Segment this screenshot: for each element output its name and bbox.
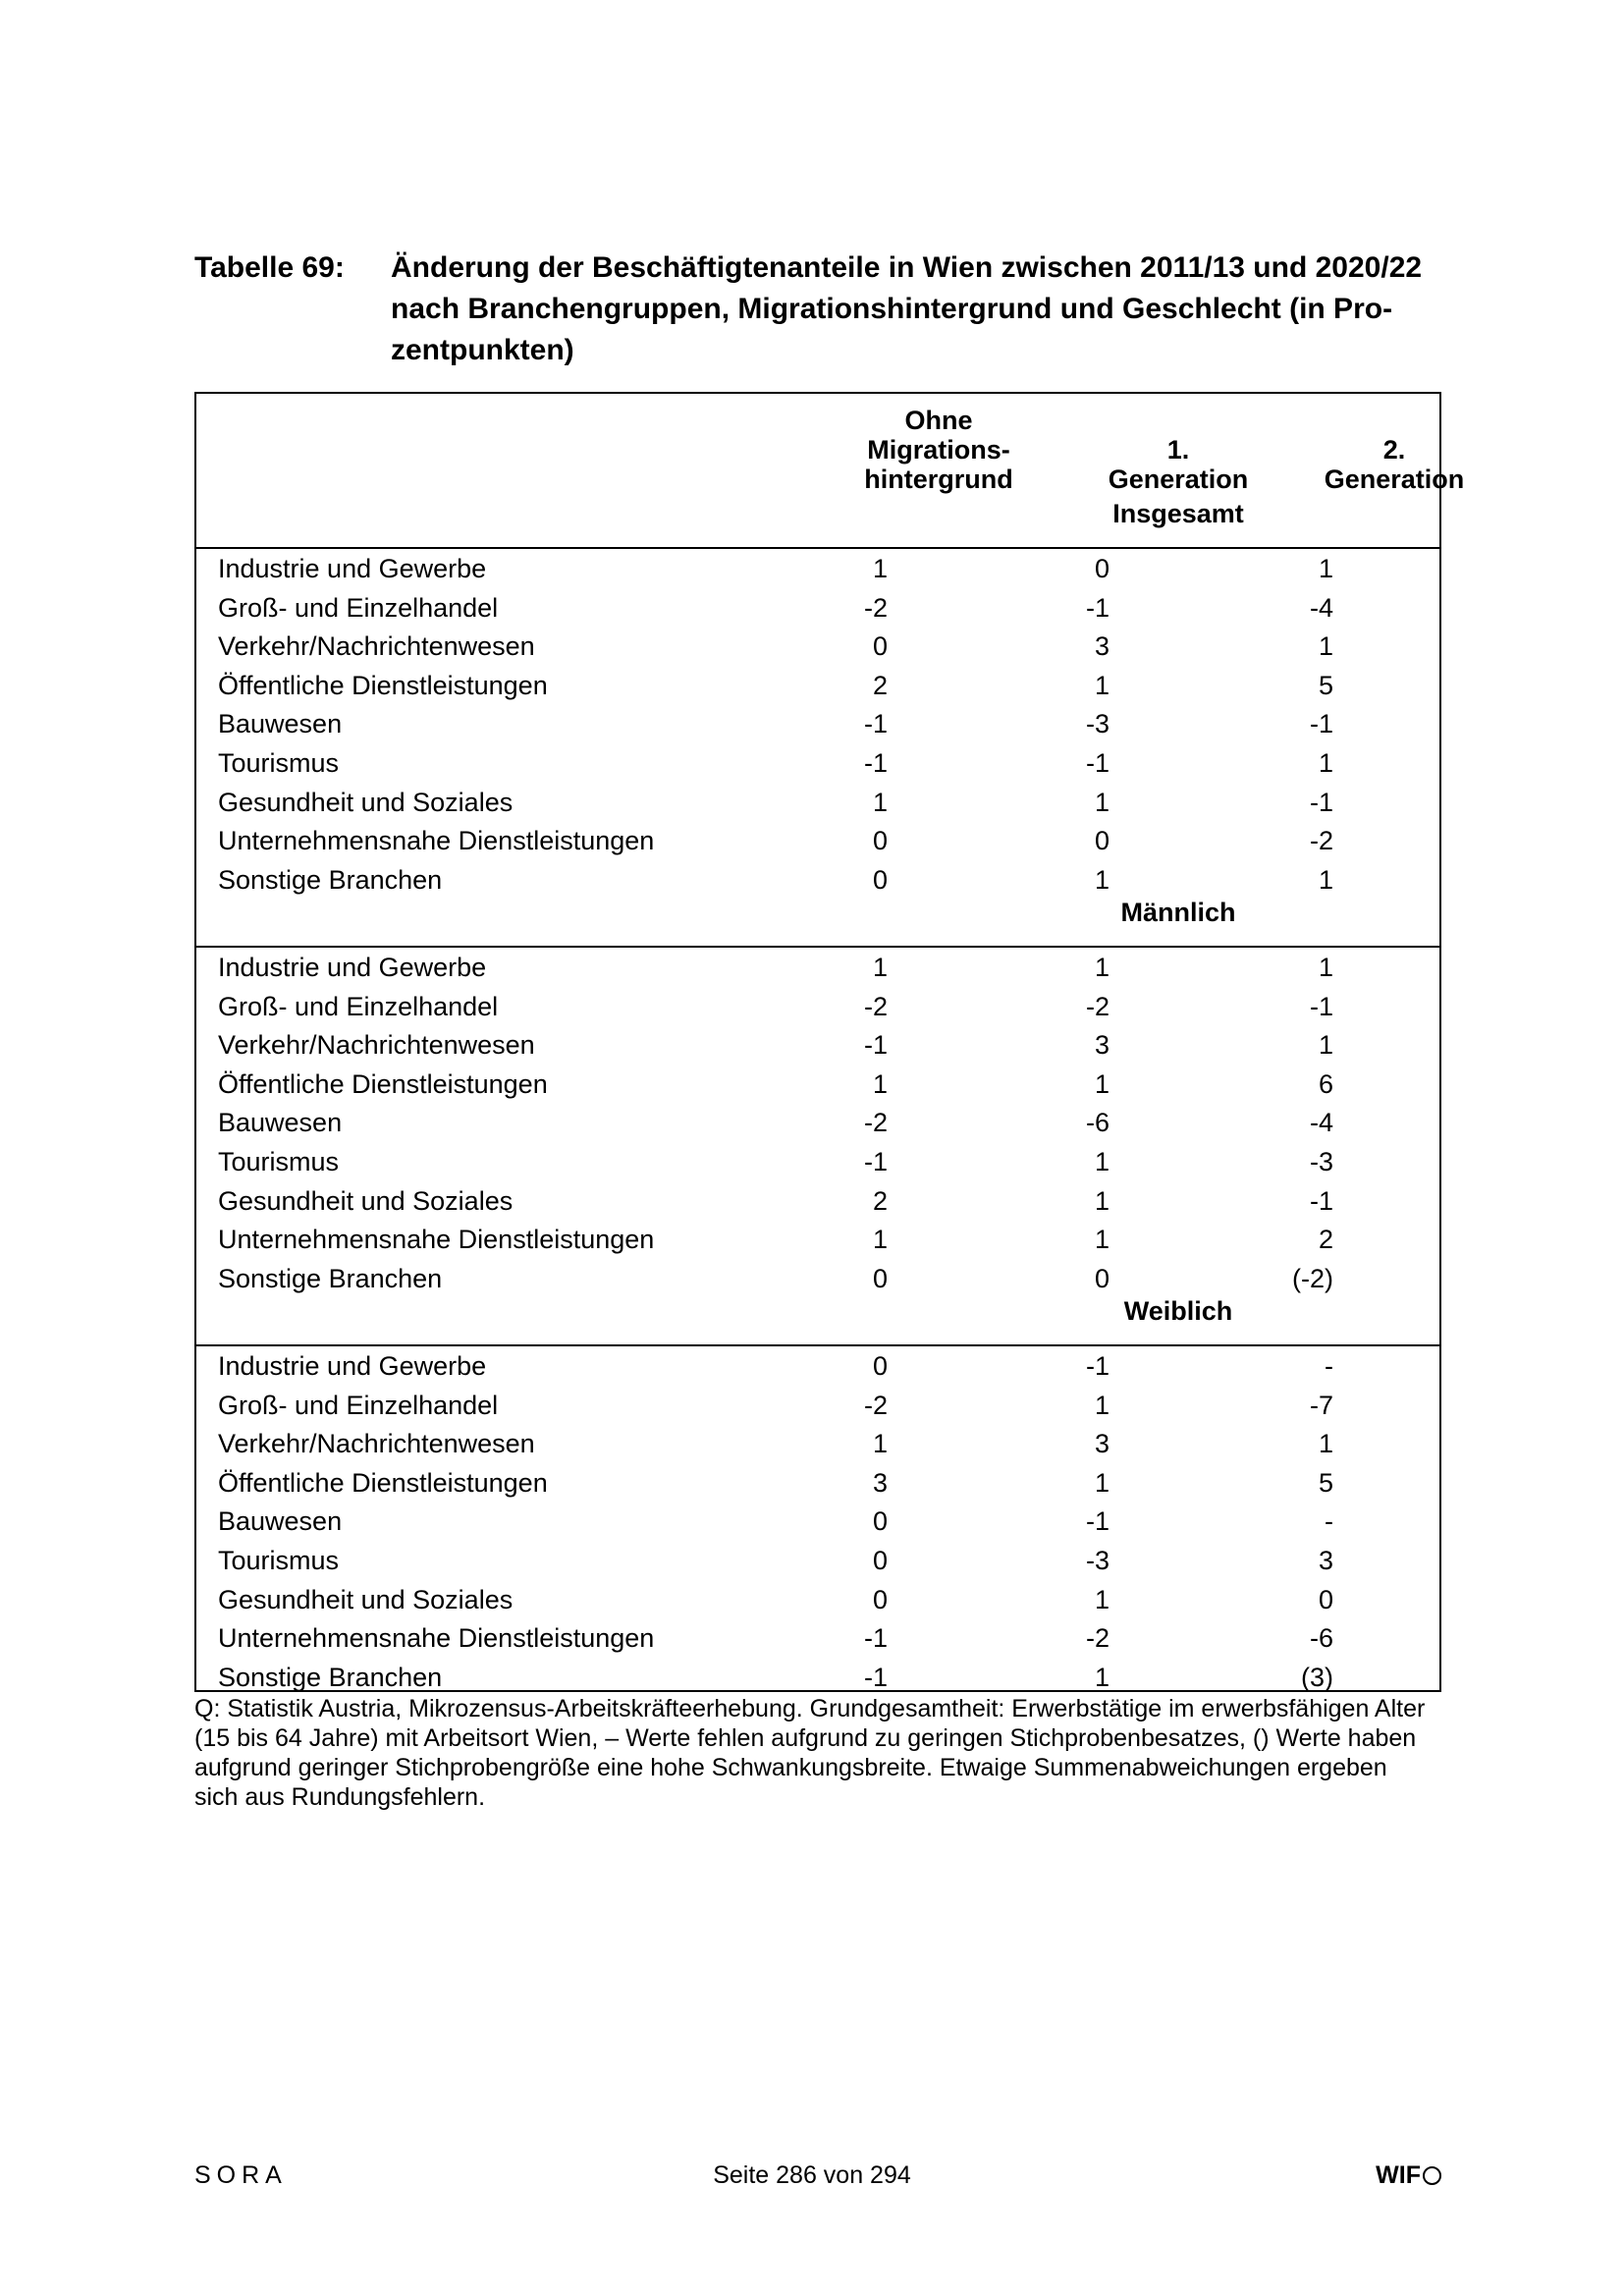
cell-1-generation: 1: [1094, 1225, 1110, 1255]
cell-2-generation: -2: [1309, 826, 1333, 856]
caption-line: zentpunkten): [391, 334, 574, 366]
section-header: [196, 1296, 1439, 1326]
row-label: Öffentliche Dienstleistungen: [218, 1068, 548, 1099]
cell-ohne-migrationshintergrund: 0: [872, 826, 888, 856]
row-label: Bauwesen: [218, 1506, 343, 1537]
cell-ohne-migrationshintergrund: -1: [863, 1030, 888, 1061]
cell-1-generation: 1: [1094, 1390, 1110, 1420]
cell-1-generation: 0: [1094, 826, 1110, 856]
row-label: Sonstige Branchen: [218, 1263, 443, 1293]
cell-1-generation: 1: [1094, 1662, 1110, 1692]
row-label: Tourismus: [218, 1546, 340, 1575]
cell-1-generation: 0: [1094, 1263, 1110, 1293]
cell-2-generation: 1: [1318, 864, 1333, 895]
section-header: [196, 898, 1439, 927]
cell-ohne-migrationshintergrund: 0: [872, 1263, 888, 1293]
cell-ohne-migrationshintergrund: -1: [863, 709, 888, 739]
cell-2-generation: -1: [1309, 787, 1333, 817]
cell-2-generation: 1: [1318, 953, 1333, 982]
cell-ohne-migrationshintergrund: 0: [872, 1506, 888, 1537]
cell-ohne-migrationshintergrund: -2: [863, 1108, 888, 1138]
cell-2-generation: -4: [1309, 1108, 1333, 1138]
cell-2-generation: 3: [1318, 1546, 1333, 1575]
row-label: Industrie und Gewerbe: [218, 554, 487, 583]
table-row: [196, 1181, 1439, 1221]
row-label: Öffentliche Dienstleistungen: [218, 1467, 548, 1498]
row-label: Sonstige Branchen: [218, 1662, 443, 1692]
cell-ohne-migrationshintergrund: 3: [872, 1467, 888, 1498]
table-row: [196, 1142, 1439, 1181]
cell-1-generation: 1: [1094, 1068, 1110, 1099]
cell-1-generation: 1: [1094, 1185, 1110, 1216]
table-row: [196, 1346, 1439, 1386]
note-line: Q: Statistik Austria, Mikrozensus-Arbeitskräfteerhebung. Grundgesamtheit: Erwerbstätige im erwerbsfähigen Alter: [194, 1695, 1426, 1722]
cell-1-generation: 3: [1094, 1429, 1110, 1459]
cell-ohne-migrationshintergrund: 0: [872, 1351, 888, 1381]
cell-ohne-migrationshintergrund: 2: [872, 1185, 888, 1216]
header-line: Ohne: [904, 406, 973, 435]
table-row: [196, 549, 1439, 588]
table-row: [196, 1065, 1439, 1104]
cell-2-generation: 1: [1318, 748, 1333, 778]
cell-1-generation: -1: [1085, 592, 1110, 623]
row-label: Groß- und Einzelhandel: [218, 592, 499, 623]
cell-ohne-migrationshintergrund: 0: [872, 1584, 888, 1614]
cell-ohne-migrationshintergrund: 1: [872, 953, 888, 982]
cell-1-generation: 1: [1094, 1467, 1110, 1498]
cell-2-generation: -1: [1309, 709, 1333, 739]
caption-label: Tabelle 69:: [194, 251, 345, 284]
cell-ohne-migrationshintergrund: -1: [863, 1147, 888, 1176]
cell-2-generation: 2: [1318, 1225, 1333, 1255]
table-row: [196, 588, 1439, 628]
cell-ohne-migrationshintergrund: -1: [863, 748, 888, 778]
cell-ohne-migrationshintergrund: -1: [863, 1623, 888, 1654]
column-header-gen2: [1257, 435, 1532, 494]
cell-1-generation: 1: [1094, 953, 1110, 982]
footer-sora-logo: SORA: [194, 2161, 288, 2189]
cell-ohne-migrationshintergrund: 1: [872, 1429, 888, 1459]
row-label: Tourismus: [218, 748, 340, 778]
cell-2-generation: -: [1325, 1351, 1333, 1381]
source-note: [194, 1694, 1446, 1812]
cell-2-generation: 0: [1318, 1584, 1333, 1614]
cell-1-generation: 1: [1094, 1584, 1110, 1614]
cell-ohne-migrationshintergrund: 1: [872, 787, 888, 817]
cell-2-generation: -3: [1309, 1147, 1333, 1176]
table-row: [196, 1259, 1439, 1298]
table-row: [196, 1386, 1439, 1425]
table-row: [196, 1618, 1439, 1658]
row-label: Unternehmensnahe Dienstleistungen: [218, 826, 655, 856]
cell-ohne-migrationshintergrund: -1: [863, 1662, 888, 1692]
cell-2-generation: (3): [1301, 1662, 1333, 1692]
cell-ohne-migrationshintergrund: -2: [863, 991, 888, 1021]
table-row: [196, 1220, 1439, 1259]
row-label: Sonstige Branchen: [218, 864, 443, 895]
caption-line: nach Branchengruppen, Migrationshintergrund und Geschlecht (in Pro-: [391, 293, 1393, 325]
cell-1-generation: -2: [1085, 991, 1110, 1021]
table-row: [196, 948, 1439, 987]
table-row: [196, 1502, 1439, 1541]
cell-ohne-migrationshintergrund: 0: [872, 1546, 888, 1575]
cell-2-generation: 5: [1318, 670, 1333, 700]
row-label: Verkehr/Nachrichtenwesen: [218, 631, 535, 662]
cell-1-generation: -1: [1085, 1506, 1110, 1537]
cell-ohne-migrationshintergrund: 2: [872, 670, 888, 700]
table-row: [196, 743, 1439, 783]
cell-2-generation: -1: [1309, 1185, 1333, 1216]
cell-2-generation: 6: [1318, 1068, 1333, 1099]
table-row: [196, 860, 1439, 900]
row-label: Groß- und Einzelhandel: [218, 1390, 499, 1420]
table-row: [196, 1658, 1439, 1697]
row-label: Verkehr/Nachrichtenwesen: [218, 1030, 535, 1061]
row-label: Industrie und Gewerbe: [218, 953, 487, 982]
table-row: [196, 1424, 1439, 1463]
header-line: Migrations-: [867, 435, 1010, 465]
table-row: [196, 1463, 1439, 1503]
note-line: sich aus Rundungsfehlern.: [194, 1783, 486, 1811]
cell-ohne-migrationshintergrund: 1: [872, 554, 888, 583]
row-label: Öffentliche Dienstleistungen: [218, 670, 548, 700]
cell-1-generation: -6: [1085, 1108, 1110, 1138]
table-row: [196, 704, 1439, 743]
row-label: Bauwesen: [218, 1108, 343, 1138]
table-row: [196, 1541, 1439, 1580]
cell-2-generation: -6: [1309, 1623, 1333, 1654]
cell-2-generation: 5: [1318, 1467, 1333, 1498]
cell-1-generation: 1: [1094, 787, 1110, 817]
header-line: 2.: [1382, 435, 1406, 465]
cell-ohne-migrationshintergrund: 1: [872, 1225, 888, 1255]
cell-2-generation: 1: [1318, 554, 1333, 583]
cell-ohne-migrationshintergrund: -2: [863, 592, 888, 623]
caption-line: Änderung der Beschäftigtenanteile in Wien zwischen 2011/13 und 2020/22: [391, 251, 1423, 284]
cell-1-generation: -2: [1085, 1623, 1110, 1654]
cell-2-generation: -: [1325, 1506, 1333, 1537]
row-label: Bauwesen: [218, 709, 343, 739]
table-row: [196, 1103, 1439, 1142]
row-label: Tourismus: [218, 1147, 340, 1176]
cell-1-generation: 1: [1094, 864, 1110, 895]
cell-1-generation: -3: [1085, 1546, 1110, 1575]
cell-ohne-migrationshintergrund: 1: [872, 1068, 888, 1099]
cell-ohne-migrationshintergrund: -2: [863, 1390, 888, 1420]
table-row: [196, 987, 1439, 1026]
footer-page-number: Seite 286 von 294: [713, 2161, 911, 2189]
table-row: [196, 1580, 1439, 1619]
caption-text: [391, 247, 1432, 371]
row-label: Gesundheit und Soziales: [218, 1584, 514, 1614]
note-line: aufgrund geringer Stichprobengröße eine hohe Schwankungsbreite. Etwaige Summenabweichungen ergeben: [194, 1754, 1387, 1781]
row-label: Gesundheit und Soziales: [218, 1185, 514, 1216]
section-header: [196, 499, 1439, 528]
table-row: [196, 666, 1439, 705]
section-title: Weiblich: [1123, 1296, 1233, 1326]
header-line: hintergrund: [864, 465, 1013, 494]
cell-2-generation: 1: [1318, 1429, 1333, 1459]
row-label: Industrie und Gewerbe: [218, 1351, 487, 1381]
data-table: [194, 392, 1465, 1692]
cell-ohne-migrationshintergrund: 0: [872, 864, 888, 895]
cell-2-generation: 1: [1318, 1030, 1333, 1061]
cell-1-generation: -1: [1085, 1351, 1110, 1381]
table-row: [196, 821, 1439, 860]
row-label: Unternehmensnahe Dienstleistungen: [218, 1623, 655, 1654]
row-label: Verkehr/Nachrichtenwesen: [218, 1429, 535, 1459]
cell-2-generation: (-2): [1292, 1263, 1333, 1293]
cell-2-generation: -4: [1309, 592, 1333, 623]
row-label: Unternehmensnahe Dienstleistungen: [218, 1225, 655, 1255]
cell-1-generation: 3: [1094, 631, 1110, 662]
header-line: Generation: [1108, 465, 1249, 494]
cell-2-generation: 1: [1318, 631, 1333, 662]
cell-2-generation: -1: [1309, 991, 1333, 1021]
table-row: [196, 1025, 1439, 1065]
section-title: Insgesamt: [1112, 499, 1244, 528]
section-title: Männlich: [1120, 898, 1236, 927]
wifo-circle-icon: [1423, 2166, 1441, 2185]
header-line: 1.: [1166, 435, 1190, 465]
row-label: Gesundheit und Soziales: [218, 787, 514, 817]
table-row: [196, 627, 1439, 666]
cell-ohne-migrationshintergrund: 0: [872, 631, 888, 662]
footer-wifo-logo: [1376, 2160, 1441, 2190]
cell-1-generation: 1: [1094, 1147, 1110, 1176]
cell-1-generation: -3: [1085, 709, 1110, 739]
note-line: (15 bis 64 Jahre) mit Arbeitsort Wien, – Werte fehlen aufgrund zu geringen Stichprobenbesatzes, () Werte haben: [194, 1724, 1417, 1752]
cell-1-generation: 0: [1094, 554, 1110, 583]
wifo-logo-text: WIF: [1376, 2161, 1421, 2189]
cell-1-generation: 1: [1094, 670, 1110, 700]
cell-1-generation: 3: [1094, 1030, 1110, 1061]
cell-1-generation: -1: [1085, 748, 1110, 778]
table-row: [196, 783, 1439, 822]
row-label: Groß- und Einzelhandel: [218, 991, 499, 1021]
header-line: Generation: [1324, 465, 1465, 494]
cell-2-generation: -7: [1309, 1390, 1333, 1420]
